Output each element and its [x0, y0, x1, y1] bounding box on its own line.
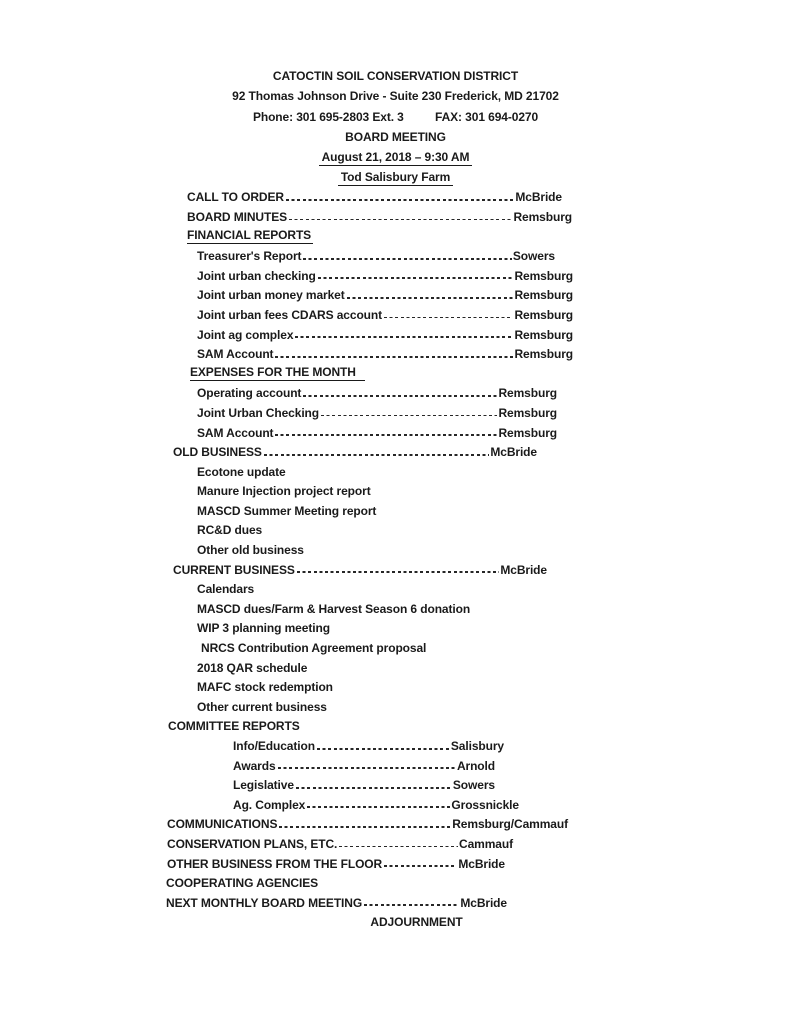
agenda-label: Calendars	[197, 582, 255, 597]
agenda-assignee: Remsburg	[513, 209, 572, 224]
agenda-assignee: Sowers	[452, 778, 495, 793]
agenda-row-next-monthly-meeting	[166, 890, 507, 910]
agenda-row-board-minutes	[187, 204, 572, 224]
agenda-row-rcd-dues	[197, 518, 791, 538]
dotted-leader	[275, 356, 513, 358]
agenda-label: Ag. Complex	[233, 797, 306, 812]
agenda-row-conservation-plans	[167, 831, 513, 851]
meeting-type: BOARD MEETING	[345, 129, 446, 144]
agenda-assignee: McBride	[458, 856, 505, 871]
agenda-row-2018-qar	[197, 655, 791, 675]
dotted-leader	[339, 846, 458, 848]
org-address: 92 Thomas Johnson Drive - Suite 230 Frederick, MD 21702	[232, 89, 559, 104]
dotted-leader	[286, 199, 514, 201]
agenda-row-joint-ag-complex	[197, 322, 573, 342]
agenda-assignee: Arnold	[456, 758, 495, 773]
section-heading-expenses	[190, 361, 791, 381]
agenda-assignee: Remsburg	[498, 405, 557, 420]
agenda-assignee: Salisbury	[450, 739, 504, 753]
agenda-row-info-education	[233, 733, 504, 753]
agenda-label: CALL TO ORDER	[187, 190, 284, 205]
agenda-assignee: Remsburg	[498, 386, 557, 401]
dotted-leader	[317, 748, 450, 750]
dotted-leader	[278, 767, 456, 769]
agenda-label: COMMUNICATIONS	[167, 817, 278, 832]
agenda-label: MASCD Summer Meeting report	[197, 503, 377, 518]
dotted-leader	[321, 415, 497, 417]
section-heading-label: FINANCIAL REPORTS	[187, 227, 312, 242]
agenda-label: WIP 3 planning meeting	[197, 621, 330, 636]
dotted-leader	[296, 787, 452, 789]
agenda-label: Joint Urban Checking	[197, 405, 320, 420]
agenda-assignee: Remsburg	[498, 425, 557, 440]
document-header	[0, 0, 791, 188]
phone-number: Phone: 301 695-2803 Ext. 3	[252, 109, 404, 124]
org-title: CATOCTIN SOIL CONSERVATION DISTRICT	[272, 69, 519, 83]
agenda-label: Awards	[233, 758, 276, 773]
agenda-label: Other old business	[197, 543, 304, 558]
agenda-row-sam-account-exp	[197, 420, 557, 440]
agenda-label: SAM Account	[197, 425, 274, 440]
agenda-assignee: Grossnickle	[451, 797, 519, 812]
dotted-leader	[307, 806, 450, 808]
agenda-row-legislative	[233, 773, 495, 793]
dotted-leader	[264, 454, 490, 456]
agenda-label: RC&D dues	[197, 523, 263, 538]
agenda-row-mafc-stock	[197, 675, 791, 695]
agenda-row-ag-complex	[233, 792, 519, 812]
agenda-row-other-business-floor	[167, 851, 505, 871]
section-heading-committee-reports	[168, 714, 791, 734]
agenda-row-sam-account	[197, 342, 573, 362]
agenda-list	[0, 185, 791, 930]
agenda-row-manure-injection	[197, 479, 791, 499]
dotted-leader	[318, 277, 514, 279]
agenda-label: 2018 QAR schedule	[197, 660, 308, 675]
agenda-assignee: Remsburg	[514, 327, 573, 342]
agenda-label: CONSERVATION PLANS, ETC.	[167, 836, 338, 851]
dotted-leader	[303, 395, 497, 397]
agenda-assignee: McBride	[515, 190, 562, 205]
adjournment-row	[21, 910, 791, 930]
agenda-label: OLD BUSINESS	[173, 445, 262, 460]
agenda-assignee: Remsburg	[514, 268, 573, 283]
agenda-label: Legislative	[233, 778, 294, 793]
agenda-row-mascd-summer-meeting	[197, 498, 791, 518]
dotted-leader	[364, 904, 459, 906]
agenda-label: Other current business	[197, 699, 327, 714]
agenda-label: NRCS Contribution Agreement proposal	[201, 641, 427, 656]
section-heading-label: EXPENSES FOR THE MONTH	[190, 365, 365, 381]
meeting-datetime: August 21, 2018 – 9:30 AM	[319, 150, 473, 166]
agenda-row-cooperating-agencies	[166, 871, 791, 891]
agenda-row-wip3-planning	[197, 616, 791, 636]
dotted-leader	[279, 826, 451, 828]
agenda-assignee: Remsburg	[514, 347, 573, 362]
agenda-row-old-business	[173, 440, 537, 460]
agenda-label: CURRENT BUSINESS	[173, 562, 295, 577]
agenda-label: NEXT MONTHLY BOARD MEETING	[166, 895, 363, 910]
agenda-row-awards	[233, 753, 495, 773]
agenda-label: Treasurer's Report	[197, 249, 302, 264]
dotted-leader	[384, 865, 457, 867]
agenda-label: BOARD MINUTES	[187, 209, 288, 224]
agenda-assignee: Cammauf	[459, 836, 513, 851]
agenda-label: OTHER BUSINESS FROM THE FLOOR	[167, 856, 383, 871]
agenda-row-joint-urban-checking-exp	[197, 400, 557, 420]
agenda-row-communications	[167, 812, 568, 832]
fax-number: FAX: 301 694-0270	[435, 109, 539, 124]
agenda-assignee: McBride	[500, 562, 547, 577]
agenda-row-current-business	[173, 557, 547, 577]
agenda-label: Joint urban fees CDARS account	[197, 307, 383, 322]
dotted-leader	[303, 258, 511, 260]
agenda-row-treasurers-report	[197, 244, 555, 264]
agenda-assignee: Sowers	[512, 249, 555, 264]
agenda-label: MASCD dues/Farm & Harvest Season 6 donation	[197, 601, 471, 616]
agenda-row-calendars	[197, 577, 791, 597]
dotted-leader	[347, 297, 514, 299]
agenda-label: Operating account	[197, 386, 302, 401]
section-heading-financial-reports	[187, 224, 791, 244]
meeting-location: Tod Salisbury Farm	[338, 170, 453, 186]
adjournment-label: ADJOURNMENT	[370, 915, 463, 930]
agenda-label: Info/Education	[233, 739, 315, 753]
agenda-row-nrcs-contribution	[201, 635, 791, 655]
agenda-row-other-current-business	[197, 694, 791, 714]
dotted-leader	[297, 571, 500, 573]
contact-line	[0, 107, 791, 127]
agenda-label: COOPERATING AGENCIES	[166, 876, 319, 891]
agenda-label: Joint urban money market	[197, 288, 345, 303]
agenda-row-joint-urban-checking	[197, 263, 573, 283]
dotted-leader	[275, 434, 497, 436]
agenda-row-joint-urban-money-market	[197, 283, 573, 303]
agenda-assignee: Remsburg	[514, 307, 573, 322]
dotted-leader	[295, 336, 513, 338]
agenda-assignee: McBride	[460, 895, 507, 910]
dotted-leader	[289, 219, 512, 221]
agenda-row-operating-account	[197, 381, 557, 401]
agenda-row-other-old-business	[197, 537, 791, 557]
agenda-label: Manure Injection project report	[197, 484, 371, 499]
agenda-row-ecotone-update	[197, 459, 791, 479]
agenda-assignee: Remsburg/Cammauf	[452, 817, 568, 832]
agenda-row-mascd-dues-donation	[197, 596, 791, 616]
agenda-row-joint-urban-fees-cdars	[197, 302, 573, 322]
section-heading-label: COMMITTEE REPORTS	[168, 719, 300, 734]
agenda-label: Ecotone update	[197, 464, 286, 479]
agenda-label: Joint ag complex	[197, 327, 294, 342]
agenda-label: SAM Account	[197, 347, 274, 362]
agenda-assignee: McBride	[490, 445, 537, 460]
dotted-leader	[384, 317, 513, 319]
agenda-label: Joint urban checking	[197, 268, 316, 283]
agenda-label: MAFC stock redemption	[197, 680, 333, 695]
agenda-assignee: Remsburg	[514, 288, 573, 303]
